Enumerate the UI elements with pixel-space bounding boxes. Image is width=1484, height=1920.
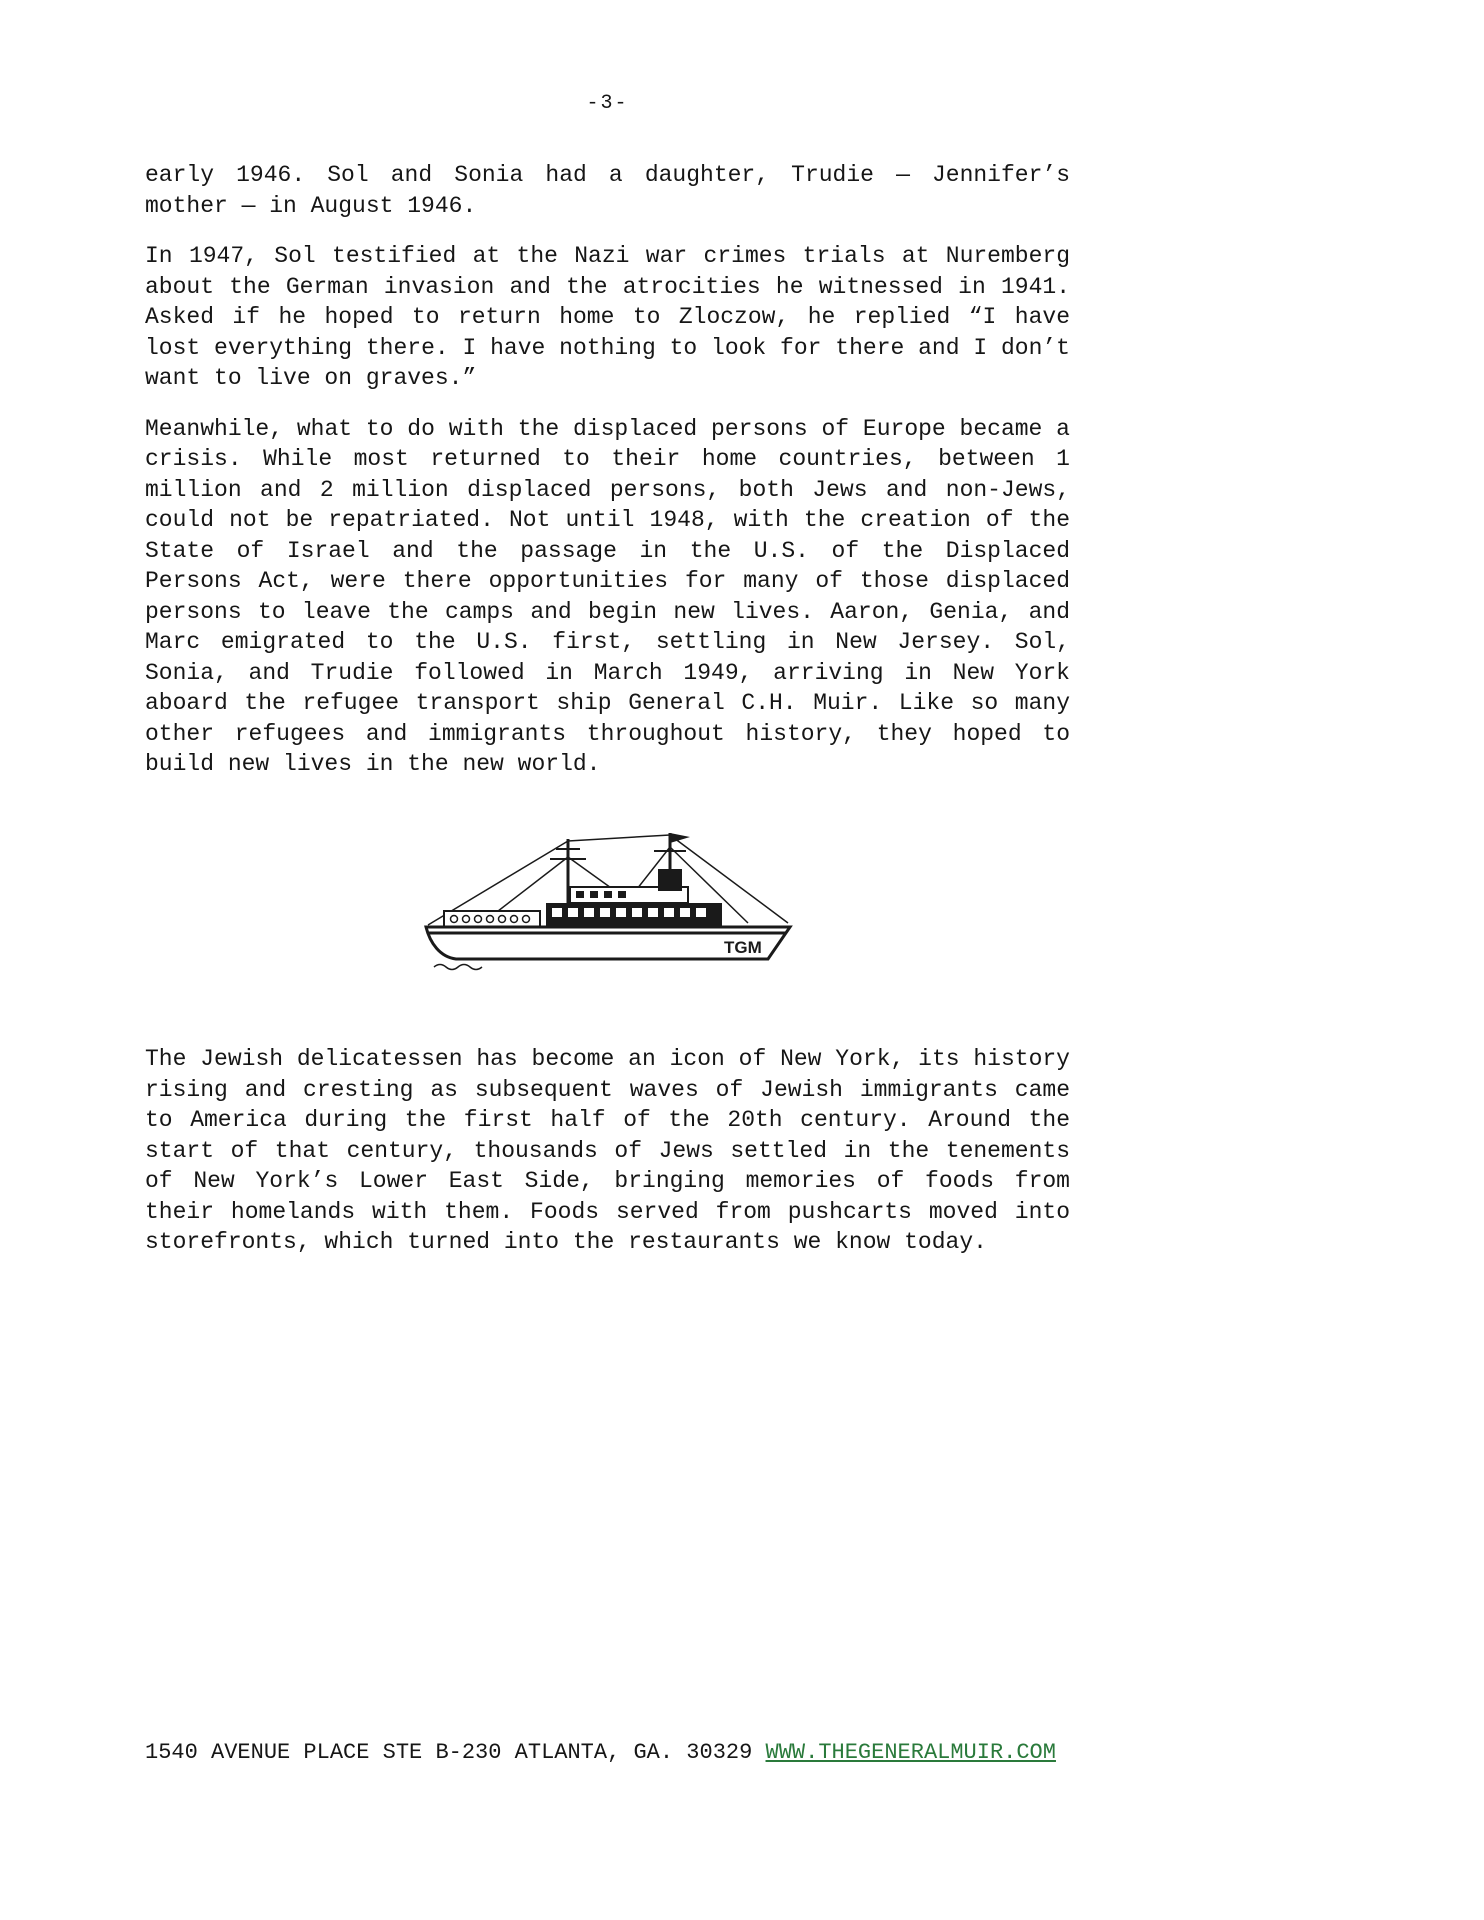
ship-hull-label: TGM	[723, 937, 762, 957]
paragraph: In 1947, Sol testified at the Nazi war crimes trials at Nuremberg about the German invasion and the atrocities he witnessed in 1941. Asked if he hoped to return home to Zloczow, he replied “I have lost everything there. I have nothing to look for there and I don’t want to live on graves.”	[145, 243, 1070, 391]
ship-illustration-container	[145, 825, 1070, 985]
steamship-icon	[418, 825, 798, 975]
footer-address: 1540 AVENUE PLACE STE B-230 ATLANTA, GA. 30329	[145, 1740, 766, 1765]
footer	[145, 1740, 1345, 1765]
page-number: -3-	[586, 92, 629, 115]
document-body	[145, 160, 1070, 1278]
paragraph: The Jewish delicatessen has become an icon of New York, its history rising and cresting as subsequent waves of Jewish immigrants came to America during the first half of the 20th century. Around the start of that century, thousands of Jews settled in the tenements of New York’s Lower East Side, bringing memories of foods from their homelands with them. Foods served from pushcarts moved into storefronts, which turned into the restaurants we know today.	[145, 1046, 1070, 1255]
footer-website-link[interactable]: WWW.THEGENERALMUIR.COM	[765, 1740, 1056, 1765]
paragraph: Meanwhile, what to do with the displaced persons of Europe became a crisis. While most returned to their home countries, between 1 million and 2 million displaced persons, both Jews and non-Jews, could not be repatriated. Not until 1948, with the creation of the State of Israel and the passage in the U.S. of the Displaced Persons Act, were there opportunities for many of those displaced persons to leave the camps and begin new lives. Aaron, Genia, and Marc emigrated to the U.S. first, settling in New Jersey. Sol, Sonia, and Trudie followed in March 1949, arriving in New York aboard the refugee transport ship General C.H. Muir. Like so many other refugees and immigrants throughout history, they hoped to build new lives in the new world.	[145, 415, 1070, 777]
paragraph: early 1946. Sol and Sonia had a daughter, Trudie — Jennifer’s mother — in August 1946.	[145, 162, 1070, 219]
